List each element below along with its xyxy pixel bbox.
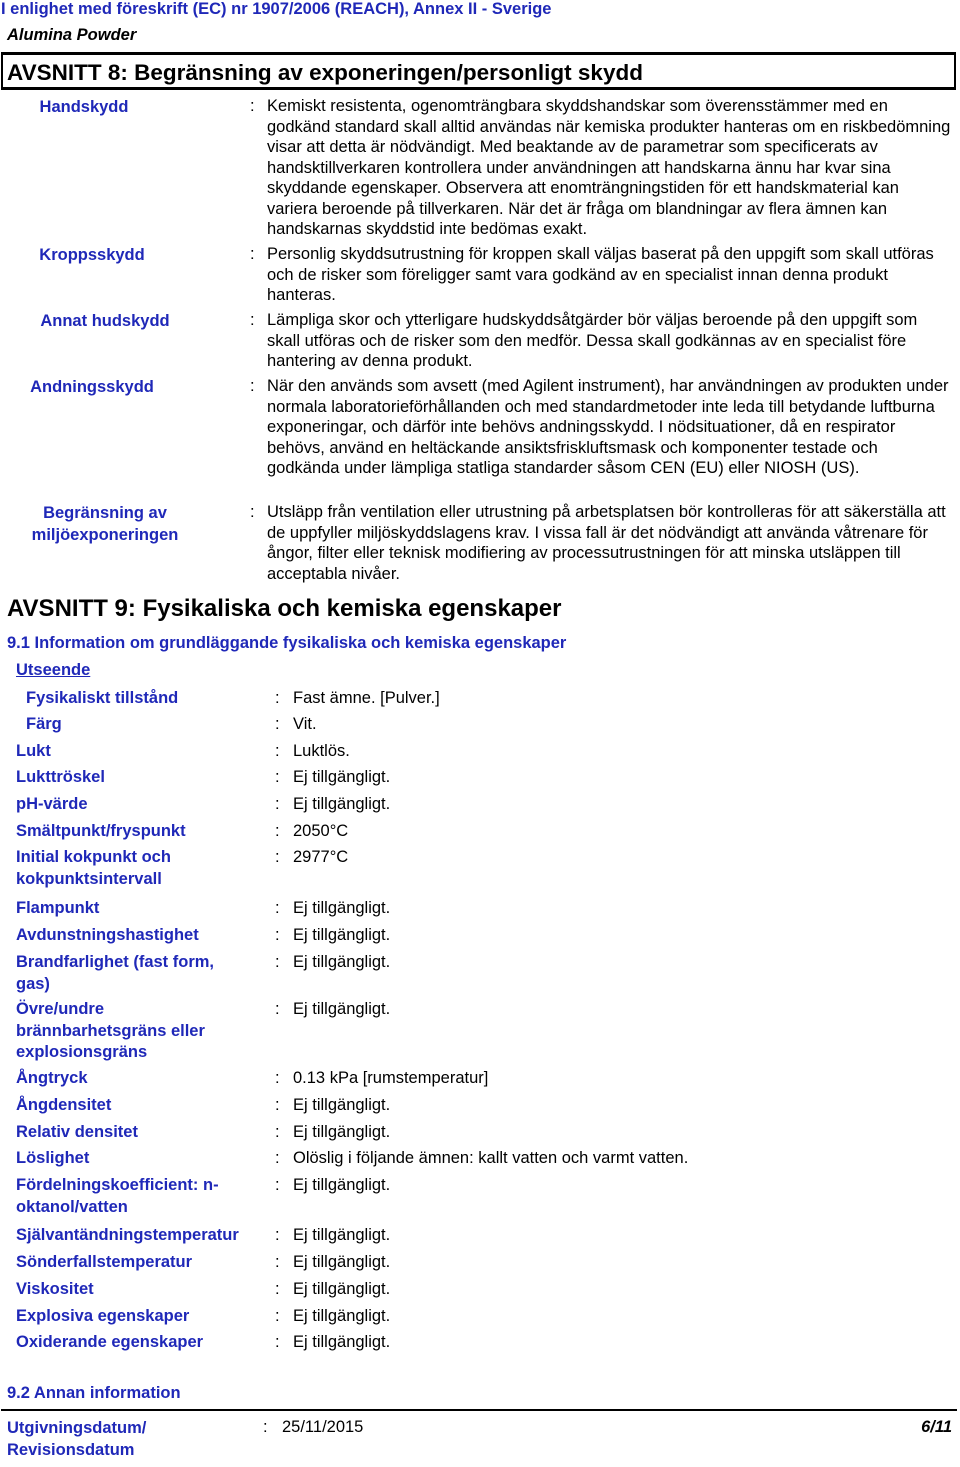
property-value: Ej tillgängligt. (293, 1307, 391, 1325)
property-label: Oxiderande egenskaper (16, 1333, 204, 1351)
section8-text: Lämpliga skor och ytterligare hudskyddsåtgärder bör väljas beroende på den uppgift som skall utföras och de risker som den medför. Dessa skall godkännas av en specialist före hantering av denna produkt. (267, 311, 918, 370)
section8-text: Kemiskt resistenta, ogenomträngbara skyddshandskar som överensstämmer med en godkänd standard skall alltid användas när kemiska produkter hanteras om en riskbedömning visar att detta är nödvändigt. Med beaktande av de parametrar som specificerats av handsktillverkaren kontrollera under användningen att handskarna ännu har kvar sina skyddande egenskaper. Observera att enomträngningstiden för ett handskmaterial kan variera beroende på tillverkaren. När det är fråga om blandningar av flera ämnen kan handskarnas skyddstid inte bedömas exakt. (267, 97, 951, 238)
property-value: Vit. (293, 715, 317, 733)
property-value: 2977°C (293, 848, 349, 866)
colon: : (275, 1069, 280, 1087)
property-label: Ångdensitet (16, 1096, 112, 1114)
colon: : (275, 899, 280, 917)
colon: : (275, 1333, 280, 1351)
property-value: Ej tillgängligt. (293, 1333, 391, 1351)
colon: : (275, 768, 280, 786)
property-value: Luktlös. (293, 742, 350, 760)
property-value: Ej tillgängligt. (293, 1123, 391, 1141)
property-value: Ej tillgängligt. (293, 899, 391, 917)
colon: : (275, 822, 280, 840)
product-name: Alumina Powder (7, 26, 137, 44)
property-value: Ej tillgängligt. (293, 795, 391, 813)
property-label: Brandfarlighet (fast form, gas) (16, 953, 215, 993)
colon: : (275, 1149, 280, 1167)
property-label: Färg (26, 715, 62, 733)
colon: : (275, 715, 280, 733)
section8-label: Kroppsskydd (39, 246, 145, 264)
property-label: Explosiva egenskaper (16, 1307, 190, 1325)
colon: : (275, 1176, 280, 1194)
property-value: Ej tillgängligt. (293, 1280, 391, 1298)
property-value: Ej tillgängligt. (293, 1096, 391, 1114)
property-value: Ej tillgängligt. (293, 1000, 391, 1018)
section8-title: AVSNITT 8: Begränsning av exponeringen/personligt skydd (7, 60, 643, 85)
property-label: Ångtryck (16, 1069, 88, 1087)
other-information-heading: 9.2 Annan information (7, 1384, 181, 1402)
property-label: Löslighet (16, 1149, 90, 1167)
section9-subtitle: 9.1 Information om grundläggande fysikaliska och kemiska egenskaper (7, 634, 567, 652)
colon: : (275, 1280, 280, 1298)
page-number: 6/11 (921, 1418, 952, 1436)
property-value: Ej tillgängligt. (293, 1253, 391, 1271)
footer-divider (1, 1409, 957, 1411)
property-value: Ej tillgängligt. (293, 953, 391, 971)
colon: : (250, 97, 255, 115)
colon: : (275, 1307, 280, 1325)
property-label: Relativ densitet (16, 1123, 138, 1141)
colon: : (263, 1418, 268, 1436)
colon: : (275, 926, 280, 944)
appearance-heading: Utseende (16, 661, 91, 679)
revision-date-label: Utgivningsdatum/ Revisionsdatum (7, 1419, 147, 1459)
colon: : (250, 377, 255, 395)
property-value: Ej tillgängligt. (293, 926, 391, 944)
colon: : (275, 1096, 280, 1114)
property-value: Ej tillgängligt. (293, 768, 391, 786)
section8-text: Utsläpp från ventilation eller utrustning på arbetsplatsen bör kontrolleras för att säkerställa att de uppfyller miljöskyddslagens krav. I vissa fall är det nödvändigt att använda våtrenare för ångor, filter eller teknisk modifiering av processutrustningen för att minska utsläppen till acceptabla nivåer. (267, 503, 946, 583)
property-value: Olöslig i följande ämnen: kallt vatten och varmt vatten. (293, 1149, 689, 1167)
colon: : (275, 795, 280, 813)
colon: : (275, 742, 280, 760)
section8-label: Andningsskydd (30, 378, 154, 396)
colon: : (275, 848, 280, 866)
section8-label: Annat hudskydd (40, 312, 170, 330)
property-value: Ej tillgängligt. (293, 1176, 391, 1194)
property-value: 0.13 kPa [rumstemperatur] (293, 1069, 489, 1087)
property-label: Fysikaliskt tillstånd (26, 689, 179, 707)
property-value: Fast ämne. [Pulver.] (293, 689, 440, 707)
property-label: Självantändningstemperatur (16, 1226, 239, 1244)
property-label: Sönderfallstemperatur (16, 1253, 193, 1271)
regulation-title: I enlighet med föreskrift (EC) nr 1907/2006 (REACH), Annex II - Sverige (1, 0, 552, 18)
colon: : (275, 689, 280, 707)
property-label: Lukttröskel (16, 768, 105, 786)
property-value: Ej tillgängligt. (293, 1226, 391, 1244)
revision-date-value: 25/11/2015 (282, 1418, 364, 1436)
property-label: Fördelningskoefficient: n-oktanol/vatten (16, 1176, 219, 1216)
property-label: Lukt (16, 742, 51, 760)
property-label: pH-värde (16, 795, 88, 813)
colon: : (250, 311, 255, 329)
colon: : (250, 503, 255, 521)
property-label: Initial kokpunkt och kokpunktsintervall (16, 848, 171, 888)
property-value: 2050°C (293, 822, 349, 840)
colon: : (275, 1000, 280, 1018)
property-label: Övre/undre brännbarhetsgräns eller explosionsgräns (16, 1000, 205, 1061)
property-label: Smältpunkt/fryspunkt (16, 822, 186, 840)
colon: : (275, 1123, 280, 1141)
colon: : (275, 1253, 280, 1271)
section8-label: Begränsning av miljöexponeringen (31, 504, 179, 544)
colon: : (275, 1226, 280, 1244)
colon: : (275, 953, 280, 971)
section8-text: Personlig skyddsutrustning för kroppen skall väljas baserat på den uppgift som skall utföras och de risker som föreligger samt vara godkänd av en specialist innan denna produkt hanteras. (267, 245, 934, 304)
section9-title: AVSNITT 9: Fysikaliska och kemiska egenskaper (7, 595, 562, 622)
section8-text: När den används som avsett (med Agilent instrument), har användningen av produkten under normala laboratorieförhållanden och med standardmetoder inte leda till betydande luftburna exponeringar, och därför inte behövs andningsskydd. I nödsituationer, då en respirator behövs, använd en heltäckande ansiktsfriskluftsmask och komponenter testade och godkända under lämpliga statliga standarder såsom CEN (EU) eller NIOSH (US). (267, 377, 949, 477)
property-label: Viskositet (16, 1280, 94, 1298)
property-label: Avdunstningshastighet (16, 926, 199, 944)
property-label: Flampunkt (16, 899, 100, 917)
section8-label: Handskydd (39, 98, 129, 116)
colon: : (250, 245, 255, 263)
